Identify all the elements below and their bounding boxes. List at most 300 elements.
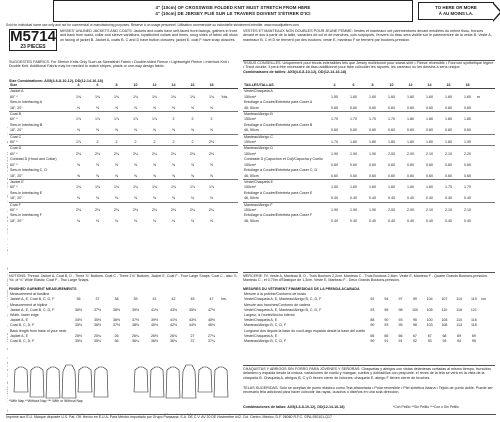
metric-measurement-cell: 69 xyxy=(457,333,462,338)
measurement-cell: 27¼ xyxy=(208,333,215,338)
yardage-cell: 1¾ xyxy=(171,94,176,99)
measurement-cell: 38 xyxy=(114,297,119,302)
yardage-cell: ⅝ xyxy=(134,173,137,178)
import-footer: Imprimé aux É.U. Marque déposée U.S. Pat. Off. Hecho en E.U.A. Para México importado por Grupo Parasana, S.A. DE C.V. AV 20 DE Noviembre #42, Col. Centro, México, D.F. 06060 R.F.C. GPA-930101-Q17 xyxy=(6,414,496,420)
measurement-cell: 37½ xyxy=(113,323,120,328)
metric-yardage-cell: 1.60 xyxy=(445,94,452,99)
back-jacket-e-drawing xyxy=(198,367,212,392)
measurement-cell: 36½ xyxy=(94,323,101,328)
metric-yardage-cell: 1.90 xyxy=(350,207,357,212)
metric-yardage-cell: 1.60 xyxy=(426,94,433,99)
measurement-cell: 40½ xyxy=(151,323,158,328)
metric-yardage-cell: 0.60 xyxy=(331,162,338,167)
metric-yardage-row-label: Entoilage à Coudre/Entretela para Coser A xyxy=(244,100,313,105)
yardage-cell: 1¾ xyxy=(114,185,119,190)
metric-yardage-cell: 1.60 xyxy=(407,185,414,190)
measurement-cell: 38½ xyxy=(132,323,139,328)
yardage-row-label: 60" * xyxy=(10,185,18,190)
side-copyright-text xyxy=(7,28,8,412)
metric-yardage-row-label: 46, 50cm xyxy=(244,173,259,178)
metric-yardage-cell: 2.20 xyxy=(464,151,471,156)
yardage-cell: 2¼ xyxy=(152,151,157,156)
measurement-cell: 38½ xyxy=(113,307,120,312)
yardage-cell: 1¾ xyxy=(209,94,214,99)
metric-measurement-cell: 68 xyxy=(442,333,447,338)
legal-notice: Sold for individual home use only and not for commercial or manufacturing purposes. Réservé à un usage personnel. Utilisation commerciale ou industrielle strictement interdite. www.mccallpattern.com xyxy=(6,23,299,27)
yardage-row-label: Jacket E xyxy=(9,179,69,185)
measurement-unit xyxy=(221,339,238,344)
metric-yardage-cell: 1.90 xyxy=(350,151,357,156)
yardage-cell: ⅝ xyxy=(115,128,118,133)
metric-yardage-header-cell: 6 xyxy=(344,83,363,89)
metric-yardage-cell: 0.60 xyxy=(388,162,395,167)
metric-yardage-cell: 0.60 xyxy=(464,128,471,133)
yardage-cell: ⅝ xyxy=(191,162,194,167)
yardage-cell: 2⅛ xyxy=(114,151,119,156)
metric-yardage-cell: 0.60 xyxy=(369,105,376,110)
measurement-cell: 36½ xyxy=(113,318,120,323)
metric-yardage-cell: 1.80 xyxy=(388,140,395,145)
metric-yardage-cell: 0.60 xyxy=(369,173,376,178)
metric-yardage-cell: 1.70 xyxy=(388,117,395,122)
metric-measurement-cell: 91 xyxy=(384,339,389,344)
metric-measurement-cell: 104 xyxy=(426,297,433,302)
metric-measurement-cell: 103 xyxy=(426,323,433,328)
metric-yardage-row xyxy=(243,219,495,224)
measurement-cell: 41½ xyxy=(170,318,177,323)
yardage-cell: 1¾ xyxy=(133,185,138,190)
french-finished-measurements-table xyxy=(243,287,495,344)
measurement-row-label: Width, lower edge xyxy=(10,313,39,318)
metric-yardage-header-cell: 16 xyxy=(439,83,458,89)
metric-measurement-row-label: Largeur, à l'ourlet/Ancho inferior xyxy=(244,313,295,318)
metric-yardage-row-label: Manteau/Abrigo F xyxy=(243,202,325,208)
yardage-cell: ⅝ xyxy=(134,105,137,110)
measurement-cell: 37½ xyxy=(132,318,139,323)
metric-measurement-cell: 91 xyxy=(398,339,403,344)
yardage-cell: 1¾ xyxy=(152,185,157,190)
metric-measurement-cell: 88 xyxy=(370,318,375,323)
metric-yardage-row-label: 150cm* xyxy=(244,185,257,190)
metric-measurement-row-label: Manteau/Abrigo B, C, D, F xyxy=(244,339,287,344)
gauge-arrow-line-2: À AU MOINS LA. xyxy=(438,11,474,16)
yardage-cell: 1¾ xyxy=(133,94,138,99)
metric-yardage-cell: 0.60 xyxy=(407,162,414,167)
measurement-row-label: Jacket A, E xyxy=(10,318,28,323)
measurement-cell: 27 xyxy=(190,333,195,338)
yardage-cell: 1¾ xyxy=(190,94,195,99)
metric-yardage-row-label: 46, 50cm xyxy=(244,196,259,201)
measurement-cell: 35½ xyxy=(94,318,101,323)
metric-yardage-cell: 0.40 xyxy=(407,218,414,223)
metric-yardage-row-label: 150cm* xyxy=(244,207,257,212)
metric-measurement-cell: 94 xyxy=(384,297,389,302)
notions: NOTIONS: Thread. Jacket A, Coat B, D - Three ⅞" Buttons. Coat C - Three 1⅛" Buttons, Jacket E, Coat F - Four Large Snaps. Coat C - also ⅞ Yd. of ⅛" Wide Elastic; Coat F - Two Large Snaps. xyxy=(9,272,238,285)
yardage-cell: ⅝ xyxy=(77,128,80,133)
metric-yardage-row-label: 150cm* xyxy=(244,151,257,156)
measurement-cell: 36½ xyxy=(151,339,158,344)
metric-yardage-cell: 0.40 xyxy=(426,196,433,201)
metric-yardage-row-label: 150cm* xyxy=(244,162,257,167)
yardage-cell: 1¾ xyxy=(95,94,100,99)
yardage-cell: ⅝ xyxy=(134,162,137,167)
metric-yardage-cell: 0.40 xyxy=(426,218,433,223)
metric-yardage-cell: 1.90 xyxy=(464,140,471,145)
yardage-cell: 2 xyxy=(191,140,194,145)
spanish-size-combinations: Combinaciones de tallas: AX5(4-6-8-10-12), DD(12-14-16-18) xyxy=(243,405,345,409)
yardage-cell: ⅜ xyxy=(210,218,213,223)
yardage-row-label: 60" * xyxy=(10,162,18,167)
yardage-cell: ⅜ xyxy=(191,196,194,201)
metric-yardage-cell: 1.50 xyxy=(331,185,338,190)
measurement-row xyxy=(9,339,238,344)
measurement-cell: 35¾ xyxy=(94,339,101,344)
measurement-cell: 41½ xyxy=(151,307,158,312)
metric-yardage-cell: 0.60 xyxy=(350,105,357,110)
metric-measurement-cell: 110 xyxy=(441,307,448,312)
metric-yardage-cell: 1.70 xyxy=(331,140,338,145)
yardage-cell: ⅜ xyxy=(153,218,156,223)
yardage-row-label: Coat D xyxy=(9,146,69,152)
metric-yardage-cell: 0.60 xyxy=(407,173,414,178)
metric-measurement-cell: 69 xyxy=(471,333,476,338)
measurement-cell: 41 xyxy=(152,297,157,302)
yardage-cell: 2⅜ xyxy=(209,151,214,156)
metric-yardage-cell: 1.70 xyxy=(350,117,357,122)
metric-yardage-cell: 0.60 xyxy=(464,162,471,167)
front-jacket-e-drawing xyxy=(78,367,92,392)
metric-yardage-cell: 2.00 xyxy=(407,207,414,212)
yardage-row-label: Sew-in Interfacing F xyxy=(10,213,42,218)
metric-yardage-row-label: 46, 50cm xyxy=(244,128,259,133)
yardage-cell: ⅜ xyxy=(134,196,137,201)
metric-measurement-cell: 116 xyxy=(456,307,463,312)
measurement-cell: 43½ xyxy=(189,318,196,323)
yardage-header-cell: 8 xyxy=(107,83,126,89)
yardage-cell: ⅝ xyxy=(172,162,175,167)
yardage-cell: 2 xyxy=(134,140,137,145)
yardage-header-cell: 16 xyxy=(183,83,202,89)
yardage-cell: ⅝ xyxy=(210,173,213,178)
metric-yardage-cell: 1.80 xyxy=(426,117,433,122)
french-notions: MERCERIE: Fil. Veste A, Manteau B, D - Trois Boutons 2,2cm. Manteau C - Trois Boutons 2,8cm. Veste E, Manteau F - Quatre Grands Boutons-pression. Manteau C - et 0.70m d'Élastique de 1,3cm. Veste E, Manteau F - Deux Grands Boutons-pression. xyxy=(243,272,495,286)
metric-yardage-cell: 2.00 xyxy=(388,207,395,212)
yardage-unit xyxy=(221,219,238,224)
measurement-cell: 35½ xyxy=(75,339,82,344)
yardage-cell: ⅝ xyxy=(77,105,80,110)
yardage-row-label: 60" * xyxy=(10,151,18,156)
measurement-cell: 45½ xyxy=(208,318,215,323)
metric-yardage-cell: 0.60 xyxy=(426,162,433,167)
metric-yardage-cell: 1.90 xyxy=(369,207,376,212)
metric-measurement-cell: 95 xyxy=(398,323,403,328)
yardage-cell: ⅜ xyxy=(172,196,175,201)
metric-measurement-cell: 93 xyxy=(442,339,447,344)
yardage-row-label: 18", 20" xyxy=(10,218,23,223)
yardage-cell: ⅝ xyxy=(77,162,80,167)
yardage-cell: ⅝ xyxy=(191,105,194,110)
yardage-cell: 1⅞ xyxy=(114,117,119,122)
metric-measurement-cell: 95 xyxy=(471,339,476,344)
measurement-row-label: Back length from base of your neck xyxy=(10,328,67,333)
metric-yardage-cell: 0.60 xyxy=(407,105,414,110)
metric-yardage-cell: 0.60 xyxy=(350,128,357,133)
yardage-cell: 2 xyxy=(115,140,118,145)
yardage-row-label: Sew-in Interfacing B xyxy=(10,122,43,127)
metric-yardage-cell: 0.60 xyxy=(388,105,395,110)
yardage-cell: 2⅛ xyxy=(76,207,81,212)
metric-yardage-cell: 2.10 xyxy=(464,207,471,212)
metric-measurement-cell: 93 xyxy=(398,318,403,323)
yardage-cell: 1⅞ xyxy=(95,117,100,122)
metric-yardage-cell: 2.00 xyxy=(407,151,414,156)
measurement-cell: 45½ xyxy=(189,307,196,312)
metric-yardage-cell: 1.50 xyxy=(331,94,338,99)
metric-yardage-cell: 0.60 xyxy=(331,105,338,110)
metric-measurement-cell: 98 xyxy=(412,323,417,328)
metric-yardage-cell: 0.40 xyxy=(331,196,338,201)
yardage-header-cell: 12 xyxy=(145,83,164,89)
yardage-cell: ⅜ xyxy=(115,196,118,201)
measurement-cell: 42 xyxy=(171,297,176,302)
metric-yardage-cell: 2.10 xyxy=(445,151,452,156)
measurement-cell: 25¾ xyxy=(94,333,101,338)
line-drawings xyxy=(9,364,238,404)
yardage-cell: ⅝ xyxy=(115,162,118,167)
metric-yardage-cell: 1.80 xyxy=(445,117,452,122)
french-measurements-title: MESURES DU VÊTEMENT FINI/MEDIDAS DE LA PRENDA ACABADA xyxy=(243,287,360,291)
measurement-cell: 36 xyxy=(114,339,119,344)
yardage-cell: ⅜ xyxy=(153,196,156,201)
metric-yardage-cell: 1.70 xyxy=(445,185,452,190)
metric-measurement-cell: 105 xyxy=(441,318,448,323)
metric-measurement-row-label: Veste/Chaqueta A, E, Manteau/Abrigo B, C, D, F xyxy=(244,307,322,312)
yardage-cell: ⅝ xyxy=(210,162,213,167)
metric-measurement-cell: 94 xyxy=(457,339,462,344)
pattern-number: M5714 xyxy=(10,29,56,45)
metric-yardage-cell: 0.40 xyxy=(331,218,338,223)
stretch-gauge xyxy=(0,0,500,22)
metric-yardage-cell: 1.80 xyxy=(445,140,452,145)
metric-measurement-unit: cm xyxy=(481,297,487,302)
stretch-gauge-arrow xyxy=(418,2,494,20)
measurement-cell: 39½ xyxy=(151,318,158,323)
metric-measurement-cell: 121 xyxy=(470,307,477,312)
metric-measurement-cell: 90 xyxy=(370,339,375,344)
metric-measurement-cell: 65 xyxy=(370,333,375,338)
gauge-arrow-line-1: TO HERE OR MORE xyxy=(435,5,477,10)
metric-yardage-row-label: Manteau/Abrigo D xyxy=(243,146,325,152)
metric-yardage-cell: 0.60 xyxy=(388,128,395,133)
yardage-cell: ⅝ xyxy=(153,173,156,178)
metric-yardage-cell: 0.40 xyxy=(464,218,471,223)
metric-measurement-cell: 95 xyxy=(384,307,389,312)
metric-yardage-cell: 1.60 xyxy=(464,94,471,99)
side-copyright xyxy=(0,28,8,414)
yardage-cell: ⅝ xyxy=(153,162,156,167)
yardage-cell: 2¼ xyxy=(209,207,214,212)
yardage-cell: ⅝ xyxy=(96,128,99,133)
measurement-cell: 47 xyxy=(209,297,214,302)
yardage-row-label: Sew-in Interfacing E xyxy=(10,190,43,195)
yardage-cell: 1¾ xyxy=(114,94,119,99)
yardage-cell: 2⅛ xyxy=(114,207,119,212)
yardage-row-label: Sew-in Interfacing A xyxy=(10,100,42,105)
metric-yardage-row-label: 150cm* xyxy=(244,94,257,99)
metric-yardage-row-label: Entoilage à Coudre/Entretela para Coser B xyxy=(244,122,313,127)
yardage-cell: 1⅞ xyxy=(133,117,138,122)
yardage-cell: 2 xyxy=(172,140,175,145)
metric-measurement-cell: 92 xyxy=(412,339,417,344)
metric-yardage-cell: 0.60 xyxy=(369,162,376,167)
metric-yardage-row-label: Manteau/Abrigo C xyxy=(243,134,325,140)
yardage-cell: 2⅛ xyxy=(95,151,100,156)
metric-yardage-cell: 2.10 xyxy=(426,207,433,212)
metric-yardage-unit xyxy=(477,219,495,224)
measurement-row-label: Jacket A, E, Coat B, C, D, F xyxy=(10,297,55,302)
measurement-unit: Ins. xyxy=(221,297,227,302)
metric-yardage-cell: 1.70 xyxy=(331,117,338,122)
back-coat-f-drawing xyxy=(214,367,228,397)
metric-yardage-cell: 1.60 xyxy=(369,94,376,99)
metric-measurement-cell: 119 xyxy=(470,297,477,302)
metric-yardage-cell: 0.60 xyxy=(445,105,452,110)
yardage-cell: ⅝ xyxy=(96,173,99,178)
yardage-cell: 1⅞ xyxy=(209,185,214,190)
measurement-cell: 35½ xyxy=(75,323,82,328)
yardage-cell: 1¾ xyxy=(171,185,176,190)
yardage-unit: Yds. xyxy=(221,94,229,99)
metric-yardage-cell: 1.60 xyxy=(426,185,433,190)
metric-yardage-cell: 0.60 xyxy=(388,173,395,178)
yardage-cell: 2¼ xyxy=(133,151,138,156)
yardage-row-label: Coat C xyxy=(9,134,69,140)
french-size-combinations: Combinaisons de tailles: AX5(4-6-8-10-12), DD(12-14-16-18) xyxy=(243,69,347,74)
measurement-cell: 37¼ xyxy=(208,339,215,344)
measurement-row-label: Jacket A, E, Coat B, C, D, F xyxy=(10,307,55,312)
yardage-cell: ⅝ xyxy=(96,105,99,110)
measurement-cell: 45 xyxy=(190,297,195,302)
spanish-fabrics: TELAS SUGERIDAS: Sólo se aceptan de punto elástico como Tela afranelada • Polar reversible • Piel sintética liviana • Tejido de punto doble. Puede ser necesario tela adicional para hacer coincidir las rayas, cuadros o diseños en una sola dirección. xyxy=(243,386,493,395)
stretch-gauge-line-2: 4" (10cm) DE JERSEY PLIÉ SUR LE TRAVERS DOIVENT S'ÉTIRER D'ICI xyxy=(155,11,311,16)
metric-measurement-cell: 113 xyxy=(456,323,463,328)
metric-measurement-cell: 100 xyxy=(411,307,418,312)
metric-measurement-unit xyxy=(481,339,495,344)
metric-yardage-cell: 0.40 xyxy=(388,218,395,223)
yardage-cell: ⅝ xyxy=(210,128,213,133)
yardage-cell: 2¼ xyxy=(171,151,176,156)
metric-measurement-cell: 98 xyxy=(398,307,403,312)
metric-yardage-cell: 0.60 xyxy=(464,173,471,178)
metric-yardage-cell: 2.10 xyxy=(426,151,433,156)
yardage-row-label: 18", 20" xyxy=(10,173,23,178)
finished-measurements-title: FINISHED GARMENT MEASUREMENTS xyxy=(9,287,77,291)
metric-yardage-cell: 2.00 xyxy=(388,151,395,156)
metric-measurement-cell: 110 xyxy=(456,318,463,323)
metric-yardage-cell: 1.70 xyxy=(369,117,376,122)
english-column xyxy=(9,29,239,414)
yardage-cell: ⅜ xyxy=(77,218,80,223)
measurement-cell: 44½ xyxy=(189,323,196,328)
yardage-cell: ⅝ xyxy=(115,105,118,110)
metric-yardage-cell: 0.60 xyxy=(445,162,452,167)
metric-yardage-cell: 0.40 xyxy=(445,218,452,223)
metric-yardage-cell: 0.40 xyxy=(445,196,452,201)
metric-yardage-unit: m xyxy=(477,94,480,99)
metric-yardage-row-label: Veste/Chaqueta E xyxy=(243,179,325,185)
metric-yardage-cell: 0.40 xyxy=(369,218,376,223)
metric-measurement-cell: 108 xyxy=(441,323,448,328)
metric-yardage-header-cell: 14 xyxy=(420,83,439,89)
back-view-drawings xyxy=(134,365,228,398)
metric-yardage-cell: 1.60 xyxy=(407,94,414,99)
measurement-cell: 46½ xyxy=(208,323,215,328)
measurement-cell: 37 xyxy=(95,297,100,302)
front-coat-c-drawing xyxy=(46,367,60,398)
yardage-row-label: Sew-in Interfacing C, D xyxy=(10,168,47,173)
spanish-nap-legend: *Con Pelillo **Sin Pelillo ***Con o Sin Pelillo xyxy=(393,405,459,409)
measurement-cell: 26¼ xyxy=(132,333,139,338)
measurement-cell: 26¾ xyxy=(170,333,177,338)
yardage-cell: 2 xyxy=(153,140,156,145)
metric-yardage-cell: 1.80 xyxy=(407,117,414,122)
metric-yardage-header-cell: 12 xyxy=(401,83,420,89)
yardage-cell: 1⅞ xyxy=(152,117,157,122)
french-description: VESTES ET MANTEAUX NON DOUBLÉS POUR JEUNE FEMME: Vestes et manteaux ont parementures devant entoilées du même tissu, fronces devant et dos à partir de la taille, variantes de col et de manches, cols surpiqués, l'envers du tissu sera visible sur le parementure de la veste B. Veste A, manteaux B, C et D se ferment par des boutons; veste E, manteau F se ferment par boutons-pression. xyxy=(243,29,492,42)
metric-measurement-cell: 105 xyxy=(426,307,433,312)
metric-measurement-cell: 90 xyxy=(384,318,389,323)
back-coat-c-drawing xyxy=(166,367,180,398)
metric-yardage-cell: 1.60 xyxy=(388,94,395,99)
yardage-cell: ⅝ xyxy=(77,173,80,178)
metric-measurement-cell: 65 xyxy=(384,333,389,338)
metric-measurement-row xyxy=(243,339,495,344)
yardage-cell: 2⅛ xyxy=(133,207,138,212)
measurement-cell: 43½ xyxy=(170,307,177,312)
yardage-cell: ⅜ xyxy=(115,218,118,223)
yardage-cell: 1¾ xyxy=(95,185,100,190)
metric-yardage-cell: 0.60 xyxy=(369,128,376,133)
metric-measurement-cell: 93 xyxy=(427,339,432,344)
yardage-row-label: 18", 20" xyxy=(10,196,23,201)
measurement-cell: 36½ xyxy=(75,307,82,312)
yardage-cell: 1¾ xyxy=(76,185,81,190)
metric-measurement-row-label: Manteau/Abrigo B, C, D, F xyxy=(244,323,287,328)
yardage-cell: 2⅛ xyxy=(171,207,176,212)
yardage-cell: ⅝ xyxy=(172,173,175,178)
metric-yardage-row-label: 150cm* xyxy=(244,140,257,145)
yardage-cell: 1¾ xyxy=(76,94,81,99)
metric-measurement-cell: 100 xyxy=(426,318,433,323)
measurement-cell: 37½ xyxy=(94,307,101,312)
yardage-cell: ⅝ xyxy=(96,162,99,167)
metric-yardage-cell: 1.80 xyxy=(464,117,471,122)
yardage-cell: ⅜ xyxy=(172,218,175,223)
metric-yardage-header-cell: 18 xyxy=(458,83,477,89)
suggested-fabrics: SUGGESTED FABRICS: For Stretch Knits Only Such as Sweatshirt Fabric • Double-sided Fleece • Lightweight Fleece • Interlock Knit • Double Knit. Additional Fabric may be needed to match stripes, plaids or one-way design fabric. xyxy=(9,60,230,69)
metric-yardage-cell: 0.60 xyxy=(350,162,357,167)
yardage-cell: ⅝ xyxy=(191,173,194,178)
finished-measurements-table xyxy=(9,287,238,344)
yardage-row-label: 60" * xyxy=(10,94,18,99)
yardage-cell: ⅝ xyxy=(153,105,156,110)
metric-measurement-row-label: Veste/Chaqueta A, E xyxy=(244,333,278,338)
yardage-row xyxy=(9,219,238,224)
yardage-cell: ⅜ xyxy=(134,218,137,223)
metric-measurement-cell: 118 xyxy=(470,323,477,328)
metric-yardage-header-cell: TAILLES/TALLAS xyxy=(243,83,325,89)
yardage-header-cell: Size xyxy=(9,83,69,89)
